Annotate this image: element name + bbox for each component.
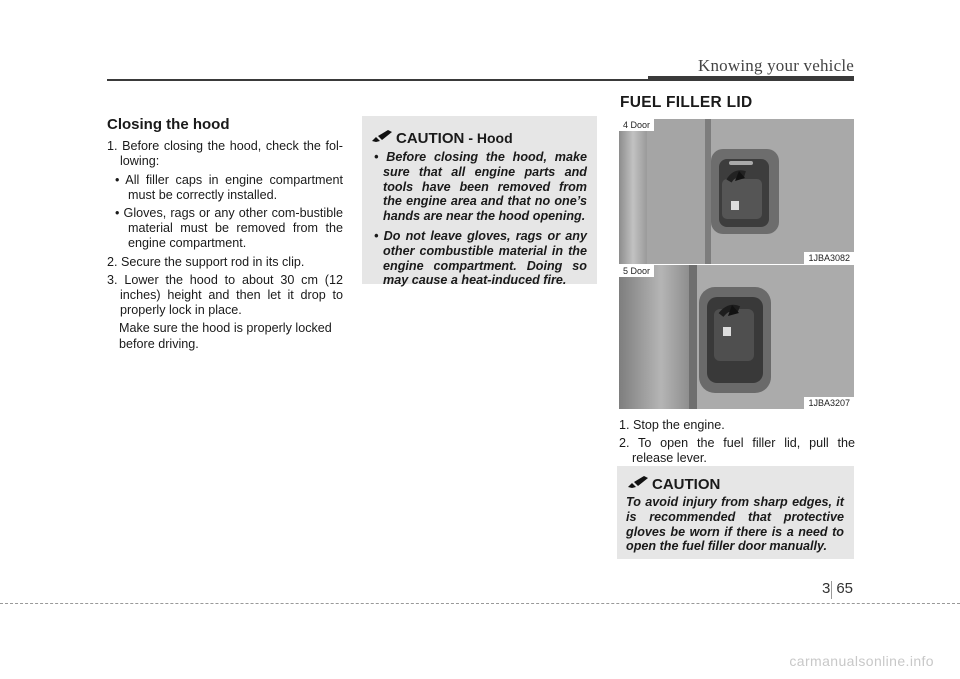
- page-number-value: 65: [836, 580, 853, 597]
- caution-body: To avoid injury from sharp edges, it is recommended that protective gloves be worn if there is a need to open the fuel filler door manually.: [626, 495, 844, 554]
- caution-pencil-icon: [626, 475, 652, 493]
- door-panel-illustration: [619, 265, 854, 409]
- section-heading: Closing the hood: [107, 116, 230, 133]
- caution-body: [362, 147, 597, 288]
- caution-subject: - Hood: [468, 130, 513, 146]
- page-number-separator: [831, 581, 832, 599]
- caution-box-fuel: [617, 466, 854, 559]
- caution-pencil-icon: [370, 129, 396, 147]
- step-1: 1. Before closing the hood, check the fol-lowing:: [107, 139, 343, 169]
- closing-hood-section: [107, 117, 343, 355]
- step-3: 3. Lower the hood to about 30 cm (12 inches) height and then let it drop to properly lock in place.: [107, 272, 343, 318]
- header-rule-accent: [648, 76, 854, 81]
- hood-note: Make sure the hood is properly locked before driving.: [119, 321, 332, 351]
- bullet-gloves: • Gloves, rags or any other com-bustible material must be removed from the engine compartment.: [115, 206, 343, 251]
- fuel-step-1: 1. Stop the engine.: [619, 418, 725, 432]
- running-header: Knowing your vehicle: [697, 56, 854, 75]
- photo-code: 1JBA3082: [804, 252, 854, 264]
- fuel-step-2: 2. To open the fuel filler lid, pull the release lever.: [619, 436, 855, 466]
- photo-label: 4 Door: [619, 119, 654, 131]
- caution-heading: [362, 116, 597, 147]
- step-2: 2. Secure the support rod in its clip.: [107, 254, 305, 269]
- photo-5-door-release-lever: [619, 265, 854, 409]
- caution-item: • Do not leave gloves, rags or any other combustible material in the engine compartment. Doing so may cause a heat-induced fire.: [374, 228, 587, 288]
- chapter-number: 3: [821, 580, 831, 597]
- caution-item: • Before closing the hood, make sure that all engine parts and tools have been removed from the engine area and that no one’s hands are near the hood opening.: [374, 150, 587, 224]
- page-number: [822, 580, 853, 597]
- watermark: carmanualsonline.info: [789, 653, 934, 669]
- caution-heading: [617, 466, 854, 493]
- caution-box-hood: [362, 116, 597, 288]
- bullet-filler-caps: • All filler caps in engine compartment must be correctly installed.: [115, 172, 343, 202]
- photo-code: 1JBA3207: [804, 397, 854, 409]
- fuel-steps: [619, 418, 855, 470]
- caution-label: CAUTION: [396, 129, 465, 147]
- photo-label: 5 Door: [619, 265, 654, 277]
- photo-4-door-release-lever: [619, 119, 854, 264]
- fuel-section-title: FUEL FILLER LID: [620, 94, 753, 111]
- door-panel-illustration: [619, 119, 854, 264]
- caution-label: CAUTION: [652, 475, 721, 493]
- footer-rule: [0, 603, 960, 604]
